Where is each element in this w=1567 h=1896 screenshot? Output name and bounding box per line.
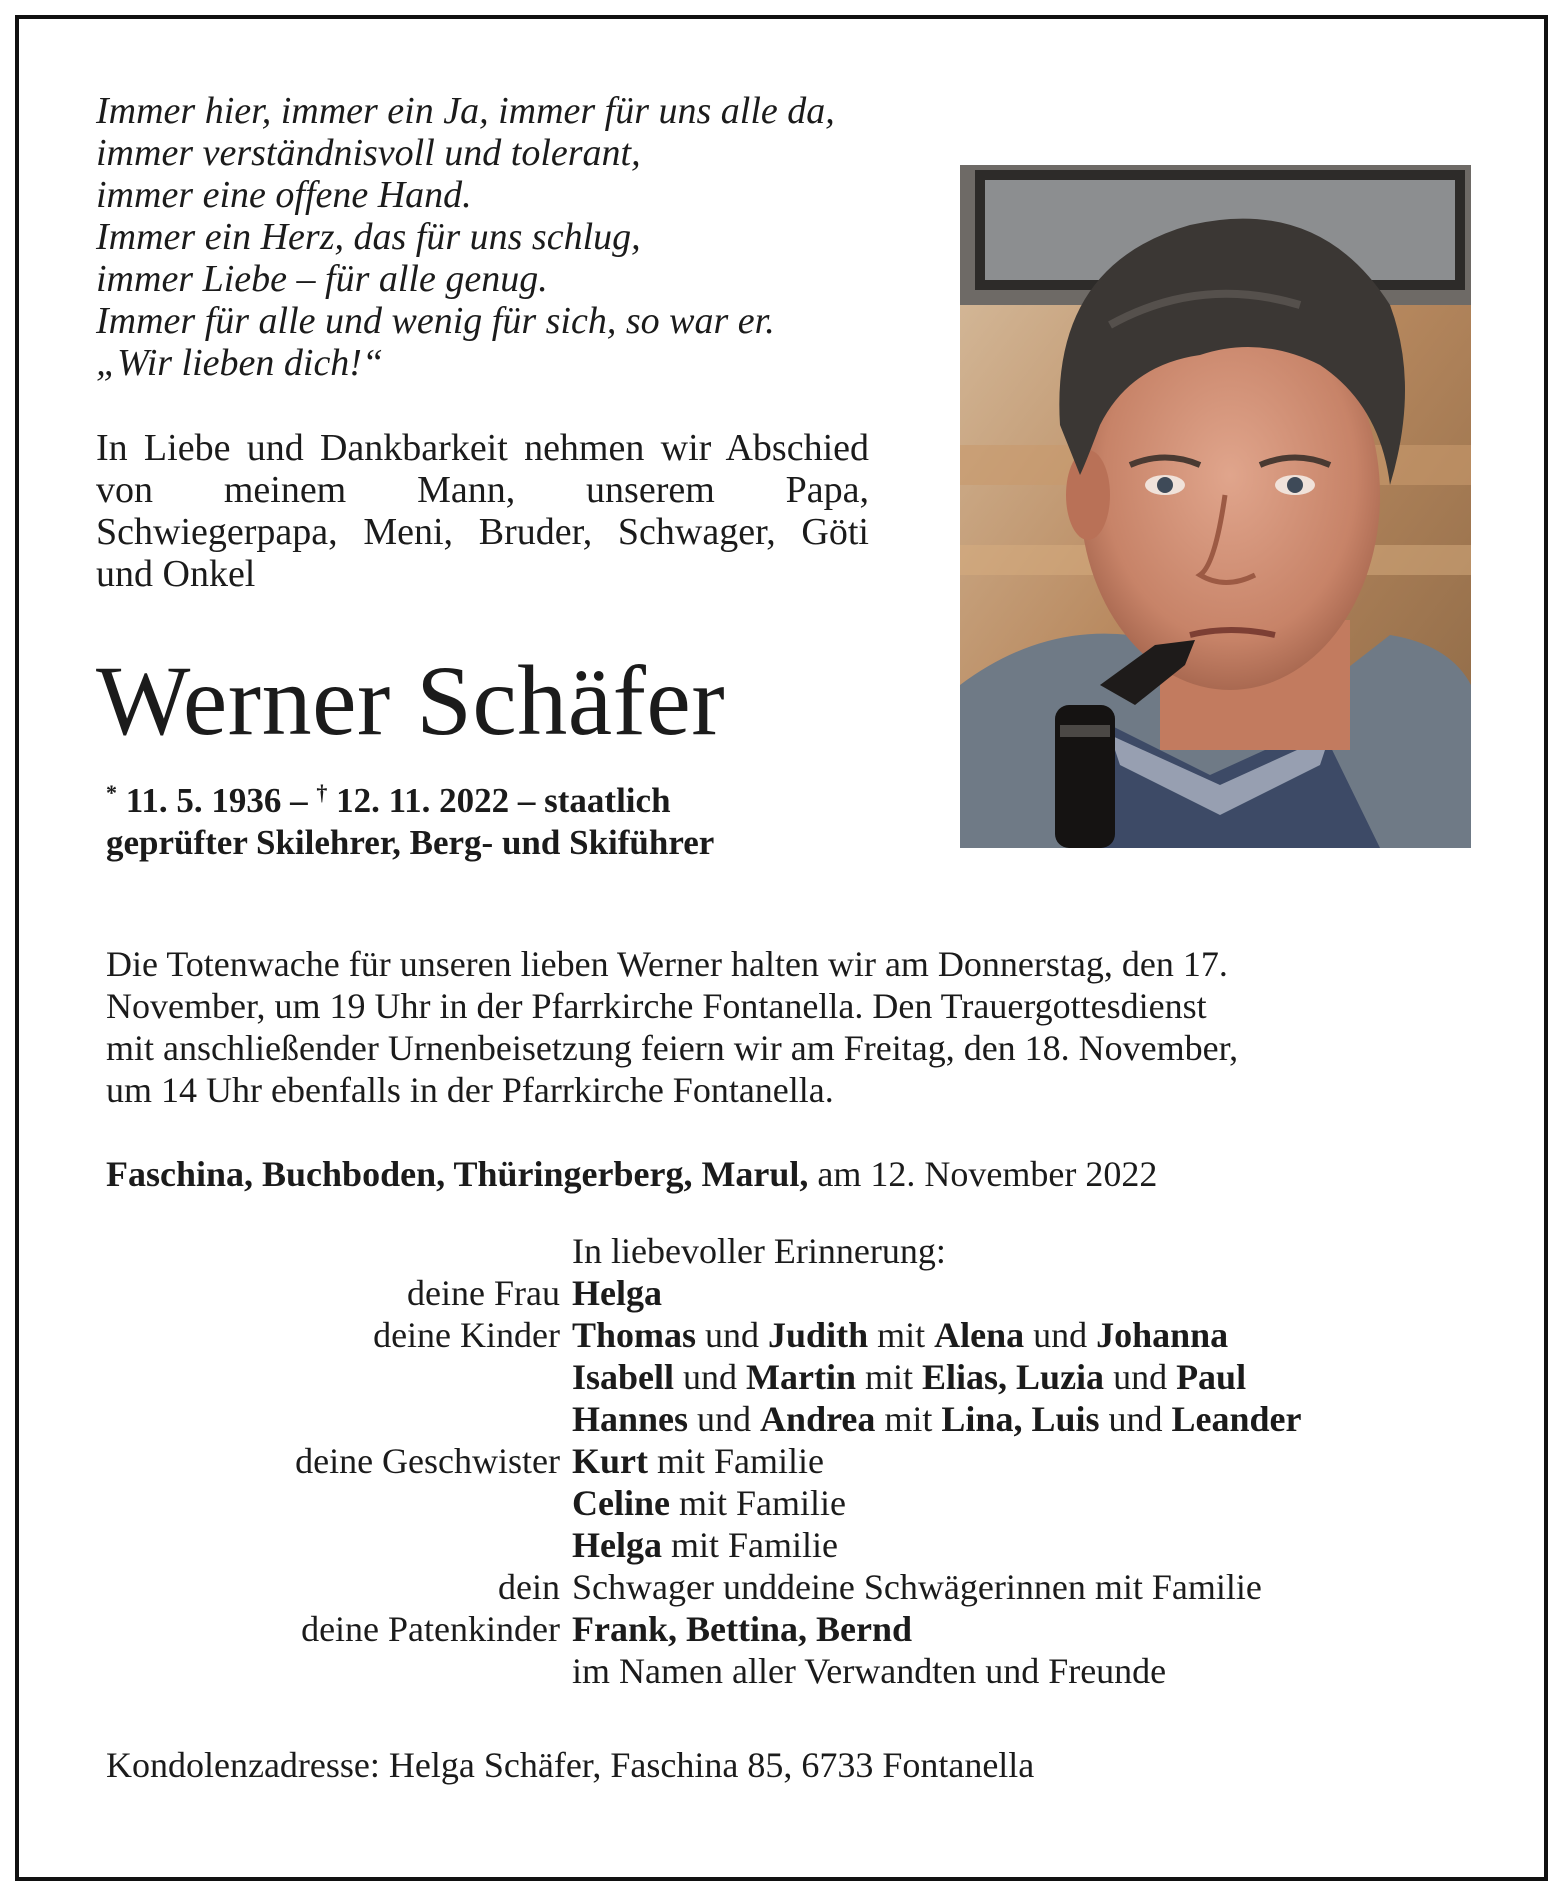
connector-text: mit bbox=[875, 1399, 942, 1439]
relation-label: deine Kinder bbox=[373, 1315, 560, 1355]
connector-text: mit Familie bbox=[648, 1441, 824, 1481]
relative-name: Lina, Luis bbox=[941, 1399, 1100, 1439]
poem-line: immer verständnisvoll und tolerant, bbox=[96, 132, 641, 174]
family-row bbox=[0, 1356, 1567, 1398]
relative-names bbox=[572, 1272, 662, 1314]
relative-name: Leander bbox=[1171, 1399, 1302, 1439]
family-row bbox=[0, 1272, 1567, 1314]
relative-names bbox=[572, 1524, 838, 1566]
poem-line: Immer hier, immer ein Ja, immer für uns alle da, bbox=[96, 90, 835, 132]
relative-name: Isabell bbox=[572, 1357, 675, 1397]
relative-name: Elias, Luzia bbox=[922, 1357, 1105, 1397]
relative-name: Hannes bbox=[572, 1399, 689, 1439]
family-rows bbox=[0, 1272, 1567, 1692]
relative-names bbox=[572, 1398, 1302, 1440]
portrait-photo bbox=[960, 165, 1471, 848]
wake-line: um 14 Uhr ebenfalls in der Pfarrkirche Fontanella. bbox=[106, 1070, 834, 1110]
poem-line: immer Liebe – für alle genug. bbox=[96, 258, 548, 300]
family-row bbox=[0, 1314, 1567, 1356]
date-dash: – bbox=[281, 781, 317, 820]
place-and-date bbox=[106, 1152, 1157, 1196]
relative-name: Kurt bbox=[572, 1441, 648, 1481]
relative-name: Paul bbox=[1176, 1357, 1247, 1397]
family-row bbox=[0, 1440, 1567, 1482]
relative-names bbox=[572, 1482, 846, 1524]
connector-text: mit Familie bbox=[661, 1525, 838, 1565]
connector-text: und bbox=[688, 1399, 761, 1439]
family-list bbox=[0, 1230, 1567, 1692]
connector-text: und bbox=[1099, 1399, 1172, 1439]
poem bbox=[96, 90, 896, 384]
relative-names bbox=[572, 1356, 1246, 1398]
portrait-image bbox=[960, 165, 1471, 848]
wake-announcement bbox=[106, 943, 1458, 1111]
relative-names bbox=[572, 1314, 1228, 1356]
family-row bbox=[0, 1608, 1567, 1650]
family-heading-row bbox=[0, 1230, 1567, 1272]
profession-part1: – staatlich bbox=[509, 781, 671, 820]
relative-name: Andrea bbox=[760, 1399, 876, 1439]
connector-text: im Namen aller Verwandten und Freunde bbox=[572, 1651, 1167, 1691]
relative-name: Frank, Bettina, Bernd bbox=[572, 1609, 913, 1649]
relative-name: Johanna bbox=[1096, 1315, 1229, 1355]
died-mark: † bbox=[316, 780, 328, 805]
relative-name: Celine bbox=[572, 1483, 670, 1523]
life-dates-line1 bbox=[106, 772, 896, 822]
family-row bbox=[0, 1482, 1567, 1524]
relative-names bbox=[572, 1608, 912, 1650]
connector-text: mit Familie bbox=[669, 1483, 846, 1523]
place-names: Faschina, Buchboden, Thüringerberg, Marul, bbox=[106, 1154, 809, 1194]
notice-date: am 12. November 2022 bbox=[808, 1154, 1158, 1194]
poem-line: Immer ein Herz, das für uns schlug, bbox=[96, 216, 641, 258]
connector-text: und bbox=[1024, 1315, 1097, 1355]
family-row bbox=[0, 1650, 1567, 1692]
relative-name: Alena bbox=[934, 1315, 1025, 1355]
relative-name: Helga bbox=[572, 1273, 662, 1313]
relative-name: Helga bbox=[572, 1525, 662, 1565]
family-row bbox=[0, 1566, 1567, 1608]
birth-date: 11. 5. 1936 bbox=[125, 781, 282, 820]
connector-text: und bbox=[1104, 1357, 1177, 1397]
death-date: 12. 11. 2022 bbox=[336, 781, 510, 820]
family-row bbox=[0, 1524, 1567, 1566]
relative-name: Martin bbox=[746, 1357, 856, 1397]
connector-text: und bbox=[696, 1315, 769, 1355]
poem-line: „Wir lieben dich!“ bbox=[96, 342, 384, 384]
relative-names bbox=[572, 1650, 1166, 1692]
family-row bbox=[0, 1398, 1567, 1440]
profession-part2: geprüfter Skilehrer, Berg- und Skiführer bbox=[106, 823, 715, 862]
intro-text: In Liebe und Dankbarkeit nehmen wir Abschied von meinem Mann, unserem Papa, Schwiegerpapa, Meni, Bruder, Schwager, Göti und Onkel bbox=[96, 427, 869, 595]
poem-line: immer eine offene Hand. bbox=[96, 174, 472, 216]
wake-line: Die Totenwache für unseren lieben Werner halten wir am Donnerstag, den 17. bbox=[106, 944, 1228, 984]
connector-text: Schwager unddeine Schwägerinnen mit Familie bbox=[572, 1567, 1262, 1607]
relative-names bbox=[572, 1440, 824, 1482]
wake-line: mit anschließender Urnenbeisetzung feiern wir am Freitag, den 18. November, bbox=[106, 1028, 1239, 1068]
life-dates bbox=[106, 772, 896, 864]
condolence-address: Kondolenzadresse: Helga Schäfer, Faschina 85, 6733 Fontanella bbox=[106, 1745, 1035, 1785]
relation-label: deine Patenkinder bbox=[301, 1609, 560, 1649]
relative-name: Judith bbox=[768, 1315, 869, 1355]
connector-text: mit bbox=[868, 1315, 935, 1355]
relative-names bbox=[572, 1566, 1262, 1608]
born-mark: * bbox=[106, 780, 117, 805]
relation-label: deine Geschwister bbox=[295, 1441, 560, 1481]
deceased-name: Werner Schäfer bbox=[96, 645, 726, 756]
relation-label: deine Frau bbox=[407, 1273, 560, 1313]
connector-text: und bbox=[674, 1357, 747, 1397]
relative-name: Thomas bbox=[572, 1315, 697, 1355]
wake-line: November, um 19 Uhr in der Pfarrkirche Fontanella. Den Trauergottesdienst bbox=[106, 986, 1207, 1026]
relation-label: dein bbox=[498, 1567, 560, 1607]
connector-text: mit bbox=[856, 1357, 923, 1397]
poem-line: Immer für alle und wenig für sich, so war er. bbox=[96, 300, 775, 342]
family-heading: In liebevoller Erinnerung: bbox=[572, 1231, 946, 1271]
